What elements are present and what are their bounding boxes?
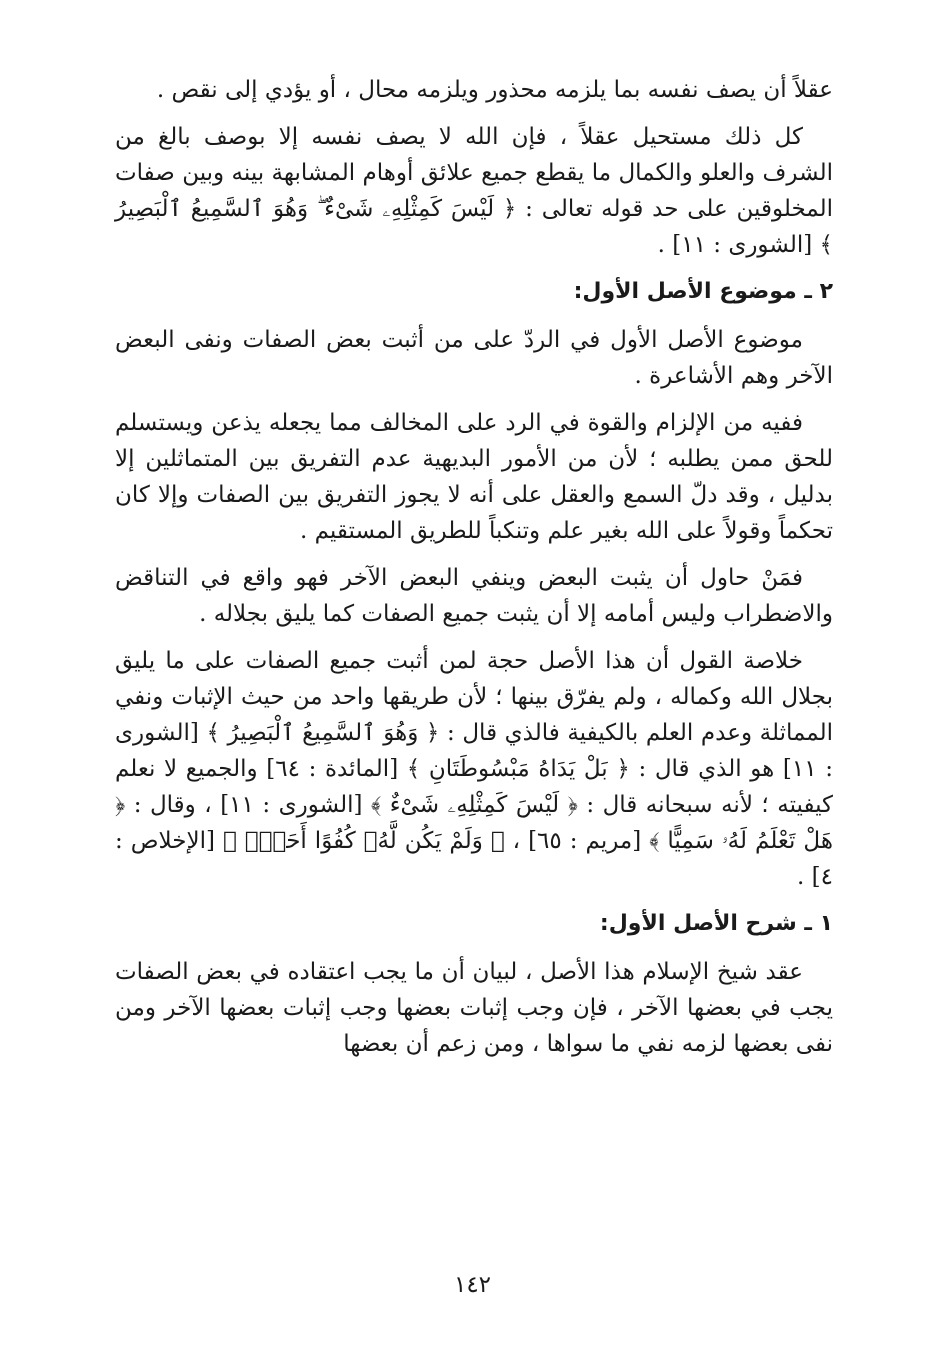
paragraph-explanation: عقد شيخ الإسلام هذا الأصل ، لبيان أن ما يجب اعتقاده في بعض الصفات يجب في بعضها الآخر ، فإن وجب إثبات بعضها وجب إثبات بعضها الآخر ومن نفى بعضها لزمه نفي ما سواها ، ومن زعم أن بعضها [115,959,833,1057]
section-heading-explanation: ١ ـ شرح الأصل الأول: [599,911,833,936]
paragraph-refutation: ففيه من الإلزام والقوة في الرد على المخالف مما يجعله يذعن ويستسلم للحق ممن يطلبه ؛ لأن من الأمور البديهية عدم التفريق بين المتماثلين إلا بدليل ، وقد دلّ السمع والعقل على أنه لا يجوز التفريق بين الصفات وإلا كان تحكماً وقولاً على الله بغير علم وتنكباً للطريق المستقيم . [115,410,833,544]
page-body [115,72,833,1073]
paragraph-summary: خلاصة القول أن هذا الأصل حجة لمن أثبت جميع الصفات على ما يليق بجلال الله وكماله ، ولم يفرّق بينها ؛ لأن طريقها واحد من حيث الإثبات ونفي المماثلة وعدم العلم بالكيفية فالذي قال : ﴿ وَهُوَ ٱلسَّمِيعُ ٱلْبَصِيرُ ﴾ [الشورى : ١١] هو الذي قال : ﴿ بَلْ يَدَاهُ مَبْسُوطَتَانِ ﴾ [المائدة : ٦٤] والجميع لا نعلم كيفيته ؛ لأنه سبحانه قال : ﴿ لَيْسَ كَمِثْلِهِۦ شَىْءٌ ﴾ [الشورى : ١١] ، وقال : ﴿ هَلْ تَعْلَمُ لَهُۥ سَمِيًّا ﴾ [مريم : ٦٥] ، ﴿ وَلَمْ يَكُن لَّهُۥ كُفُوًا أَحَدٌۢ ﴾ [الإخلاص : ٤] . [115,648,833,890]
paragraph-continued: عقلاً أن يصف نفسه بما يلزمه محذور ويلزمه محال ، أو يؤدي إلى نقص . [156,77,833,103]
page-number: ١٤٢ [453,1272,492,1298]
paragraph-topic: موضوع الأصل الأول في الردّ على من أثبت بعض الصفات ونفى البعض الآخر وهم الأشاعرة . [115,327,833,389]
paragraph-impossibility: كل ذلك مستحيل عقلاً ، فإن الله لا يصف نفسه إلا بوصف بالغ من الشرف والعلو والكمال ما يقطع جميع علائق أوهام المشابهة بينه وبين صفات المخلوقين على حد قوله تعالى : ﴿ لَيْسَ كَمِثْلِهِۦ شَىْءٌ ۖ وَهُوَ ٱلسَّمِيعُ ٱلْبَصِيرُ ﴾ [الشورى : ١١] . [115,124,833,258]
paragraph-contradiction: فمَنْ حاول أن يثبت البعض وينفي البعض الآخر فهو واقع في التناقض والاضطراب وليس أمامه إلا أن يثبت جميع الصفات كما يليق بجلاله . [115,565,833,627]
section-heading-topic: ٢ ـ موضوع الأصل الأول: [573,279,833,304]
